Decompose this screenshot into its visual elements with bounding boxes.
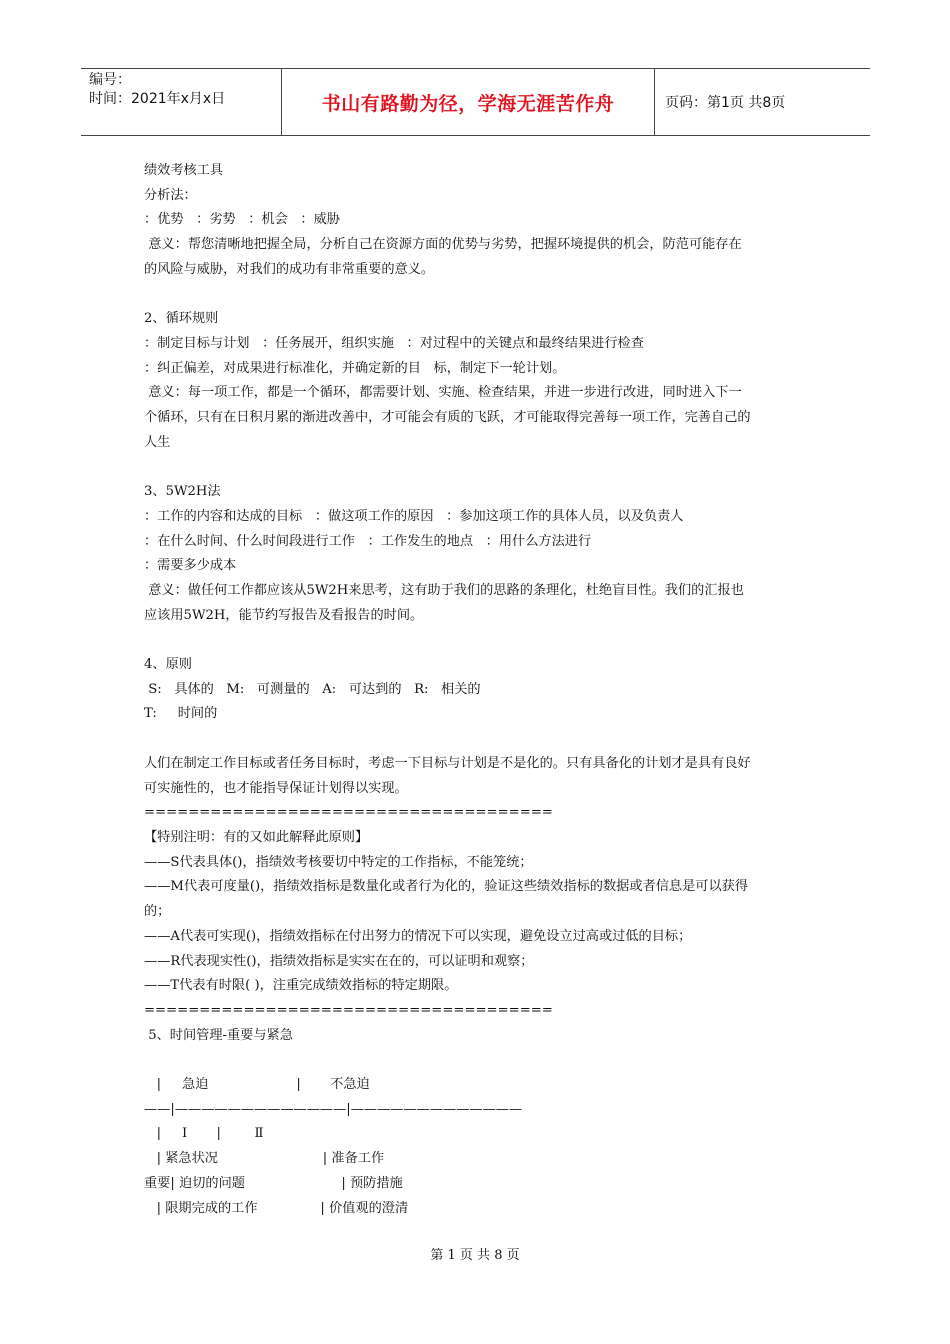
body-line: T: 时间的: [144, 706, 218, 722]
body-line: 2、循环规则: [144, 311, 219, 327]
body-line: ：纠正偏差，对成果进行标准化，并确定新的目 标，制定下一轮计划。: [144, 360, 566, 376]
body-line: ：工作的内容和达成的目标 ：做这项工作的原因 ：参加这项工作的具体人员，以及负责人: [144, 508, 684, 524]
body-line: 意义：做任何工作都应该从5W2H来思考，这有助于我们的思路的条理化，杜绝盲目性。我们的汇报也: [144, 582, 744, 598]
number-label: 编号：: [89, 72, 131, 88]
page-header: [81, 68, 870, 136]
body-line: 绩效考核工具: [144, 163, 224, 178]
body-line: 重要| 迫切的问题 | 预防措施: [144, 1175, 403, 1191]
header-page-info: 页码：第1页 共8页: [665, 95, 786, 111]
body-line: =====================================: [144, 805, 553, 821]
body-line: ——S代表具体()，指绩效考核要切中特定的工作指标，不能笼统；: [144, 854, 533, 870]
body-line: | 紧急状况 | 准备工作: [144, 1151, 385, 1167]
body-line: 意义：每一项工作，都是一个循环，都需要计划、实施、检查结果，并进一步进行改进，同时进入下一: [144, 385, 742, 401]
body-line: ：需要多少成本: [144, 558, 237, 574]
body-line: S: 具体的 M: 可测量的 A: 可达到的 R: 相关的: [144, 681, 481, 697]
body-line: 意义：帮您清晰地把握全局，分析自己在资源方面的优势与劣势，把握环境提供的机会，防范可能存在: [144, 237, 742, 253]
body-line: 3、5W2H法: [144, 484, 221, 500]
body-line: 的风险与威胁，对我们的成功有非常重要的意义。: [144, 261, 435, 277]
body-line: | Ⅰ | Ⅱ: [144, 1126, 264, 1142]
body-line: 可实施性的，也才能指导保证计划得以实现。: [144, 780, 408, 796]
time-label: 时间：2021年x月x日: [89, 91, 226, 107]
header-left-cell: [81, 69, 282, 135]
body-line: [144, 628, 808, 653]
body-line: | 限期完成的工作 | 价值观的澄清: [144, 1200, 409, 1216]
body-line: ——M代表可度量()，指绩效指标是数量化或者行为化的，验证这些绩效指标的数据或者信息是可以获得: [144, 879, 749, 895]
body-line: 分析法：: [144, 187, 197, 203]
body-line: ：优势 ：劣势 ：机会 ：威胁: [144, 212, 340, 228]
body-line: ：制定目标与计划 ：任务展开，组织实施 ：对过程中的关键点和最终结果进行检查: [144, 335, 644, 351]
body-line: ——T代表有时限( )，注重完成绩效指标的特定期限。: [144, 978, 458, 994]
body-line: [144, 727, 808, 752]
body-line: ——A代表可实现()，指绩效指标在付出努力的情况下可以实现，避免设立过高或过低的目标；: [144, 928, 692, 944]
body-line: 的；: [144, 904, 171, 920]
body-line: 应该用5W2H，能节约写报告及看报告的时间。: [144, 607, 424, 623]
body-line: | 急迫 | 不急迫: [144, 1077, 370, 1093]
body-line: 人生: [144, 434, 171, 450]
body-line: [144, 283, 808, 308]
body-line: 4、原则: [144, 657, 192, 673]
body-line: 人们在制定工作目标或者任务目标时，考虑一下目标与计划是不是化的。只有具备化的计划才是具有良好: [144, 755, 751, 771]
body-line: 个循环，只有在日积月累的渐进改善中，才可能会有质的飞跃，才可能取得完善每一项工作，完善自己的: [144, 410, 751, 426]
body-line: 【特别注明：有的又如此解释此原则】: [144, 829, 369, 845]
body-line: =====================================: [144, 1002, 553, 1018]
page-footer: 第 1 页 共 8 页: [430, 1248, 520, 1263]
body-line: 5、时间管理-重要与紧急: [144, 1027, 293, 1043]
document-body: [144, 159, 808, 1221]
body-line: ：在什么时间、什么时间段进行工作 ：工作发生的地点 ：用什么方法进行: [144, 533, 592, 549]
header-motto: 书山有路勤为径，学海无涯苦作舟: [282, 69, 655, 135]
body-line: ——|—————————————|—————————————: [144, 1101, 523, 1117]
body-line: [144, 455, 808, 480]
body-line: ——R代表现实性()，指绩效指标是实实在在的，可以证明和观察；: [144, 953, 534, 969]
body-line: [144, 1048, 808, 1073]
